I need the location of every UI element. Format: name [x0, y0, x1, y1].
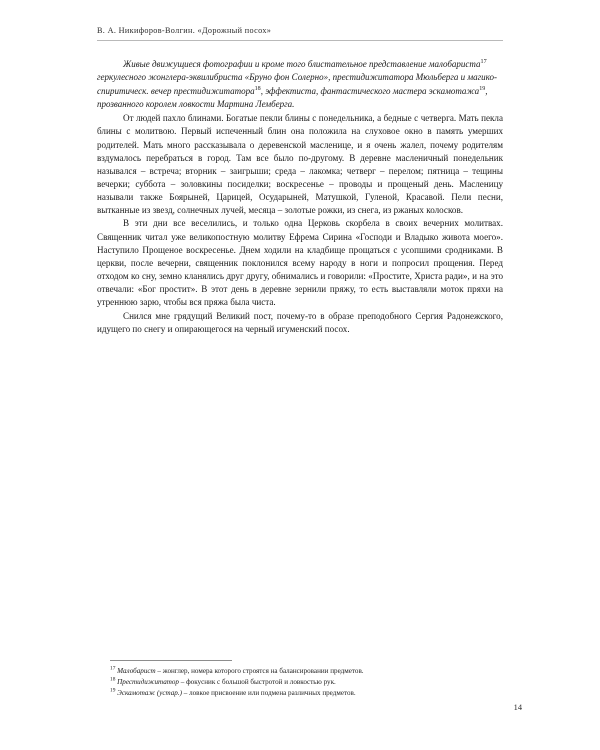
footnotes-block [110, 666, 503, 700]
paragraph-intro-run-4: , прозванного королем ловкости Мартина Лемберга. [97, 85, 488, 109]
body-text [97, 58, 503, 336]
footnote-text: – жонглер, номера которого строятся на балансировании предметов. [155, 667, 364, 675]
paragraph-intro-run-1: Живые движущиеся фотографии и кроме того блистательное представление малобариста [123, 59, 481, 69]
footnote-divider [110, 660, 232, 661]
footnote-ref-18[interactable]: 18 [254, 85, 261, 92]
paragraph-intro-run-2: геркулесного жонглера-эквилибриста «Бруно фон Солерно», престидижитатора Мюльберга и магико-спиритическ. вечер престидижитатора [97, 72, 498, 96]
footnote-number: 19 [110, 688, 116, 695]
footnote-number: 18 [110, 676, 116, 683]
running-head-text: В. А. Никифоров-Волгин. «Дорожный посох» [97, 26, 272, 35]
page-number: 14 [513, 703, 522, 712]
footnote-17 [110, 666, 503, 677]
paragraph-3: Снился мне грядущий Великий пост, почему-то в образе преподобного Сергия Радонежского, идущего по снегу и опирающегося на черный игуменский посох. [97, 310, 503, 334]
footnote-term: Малобарист [117, 667, 156, 675]
footnote-term: Престидижитатор [117, 678, 179, 687]
paragraph-intro [97, 58, 503, 111]
footnote-text: – ловкое присвоение или подмена различных предметов. [181, 689, 356, 698]
paragraph-intro-run-3: , эффектиста, фантастического мастера эскамотажа [260, 85, 480, 96]
running-head-divider [97, 40, 503, 41]
footnote-19 [110, 688, 503, 699]
footnote-ref-17[interactable]: 17 [480, 59, 487, 65]
paragraph-2: В эти дни все веселились, и только одна Церковь скорбела в своих вечерних молитвах. Священник читал уже великопостную молитву Ефрема Сирина «Господи и Владыко живота моего». Наступило Прощеное воскресенье. Днем ходили на кладбище прощаться с усопшими сродниками. В церкви, после вечерни, священник поклонился всему народу в ноги и попросил прощения. Перед отходом ко сну, земно кланялись друг другу, обнимались и говорили: «Простите, Христа ради», и на это отвечали: «Бог простит». В этот день в деревне зернили пряжу, то есть выставляли моток пряхи на утреннюю зарю, чтобы вся пряжа была чиста. [97, 218, 503, 308]
running-head [97, 26, 503, 35]
paragraph-1: От людей пахло блинами. Богатые пекли блины с понедельника, а бедные с четверга. Мать пекла блины с молитвою. Первый испеченный блин она положила на слуховое окно в память умерших родителей. Мать много рассказывала о деревенской масленице, и я очень жалел, почему родителям вздумалось перебраться в город. Там все было по-другому. В деревне масленичный понедельник назывался – встреча; вторник – заигрыши; среда – лакомка; четверг – перелом; пятница – тещины вечерки; суббота – золовкины посиделки; воскресенье – проводы и прощеный день. Масленицу называли также Боярыней, Царицей, Осударыней, Матушкой, Гуленой, Красавой. Пели песни, вытканные из звезд, солнечных лучей, месяца – золотые рожки, из снега, из ржаных колосков. [97, 113, 503, 216]
footnote-term: Эскамотаж (устар.) [117, 689, 182, 698]
footnote-text: – фокусник с большой быстротой и ловкостью рук. [178, 678, 336, 687]
footnote-number: 17 [110, 665, 116, 672]
footnote-ref-19[interactable]: 19 [479, 85, 486, 92]
footnote-18 [110, 677, 503, 688]
